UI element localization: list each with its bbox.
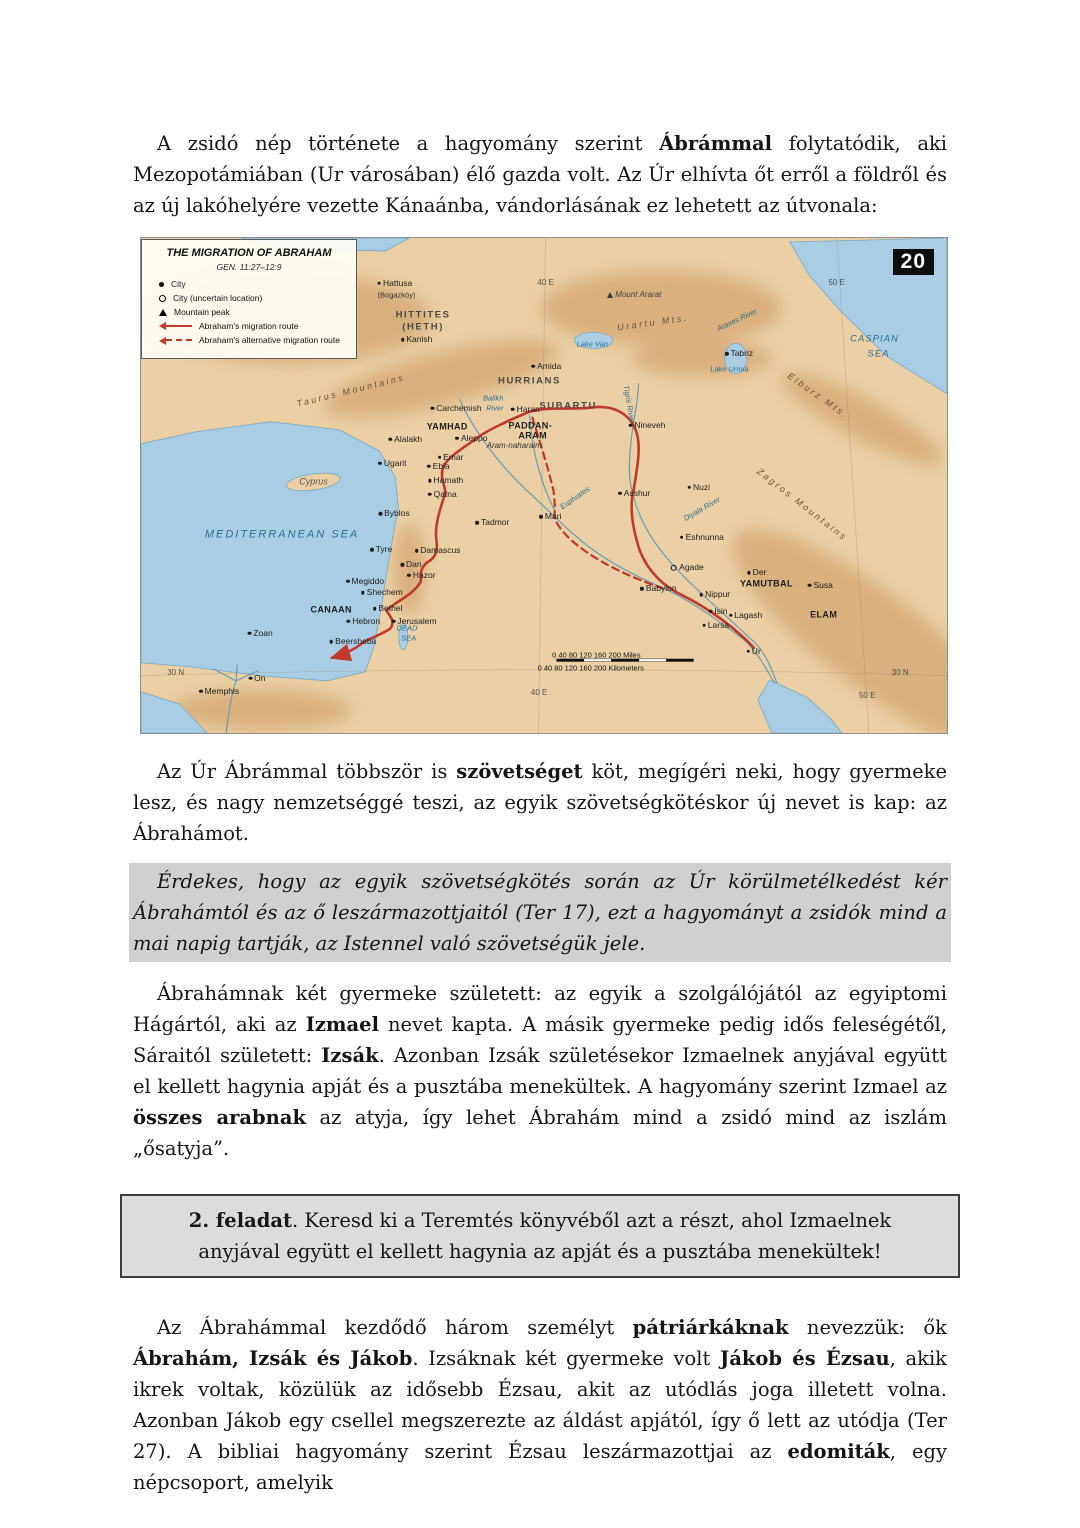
city-dot-icon: [428, 493, 432, 497]
map-label-text: 0 40 80 120 160 200 Miles: [552, 650, 641, 660]
map-label: [511, 405, 540, 414]
city-dot-icon: [415, 549, 419, 553]
map-label: [346, 576, 384, 585]
map-label-text: CANAAN: [310, 604, 352, 615]
map-label: [373, 604, 403, 613]
paragraph-children: [133, 978, 947, 1164]
city-dot-icon: [401, 338, 405, 342]
legend-items: [151, 279, 347, 345]
map-label-text: Larsa: [707, 619, 730, 630]
text-segment: folytatódik, aki Mezopotámiában (Ur városában) élő gazda volt. Az Úr elhívta őt erről a földről és az új lakóhelyére vezette Kánaánba, vándorlásának ez lehetett az útvonala:: [133, 132, 948, 217]
map-label: [746, 647, 760, 656]
map-label: [850, 335, 899, 345]
map-label: [867, 350, 889, 360]
map-label: [402, 322, 444, 332]
map-label-text: Isin: [714, 605, 728, 616]
city-dot-icon: [431, 407, 435, 411]
map-label: [498, 376, 561, 386]
text-segment: Izsák: [321, 1044, 379, 1067]
map-label: [299, 478, 328, 487]
city-dot-icon: [330, 640, 334, 644]
city-dot-icon: [702, 623, 706, 627]
map-label: [810, 610, 837, 619]
map-label-text: (Bogazköy): [377, 290, 416, 300]
text-segment: , akik ikrek voltak, közülük az idősebb Ézsau, akit az utódlás joga illetett volna. Azonban Jákob egy csellel megszerezte az áldást apjától, így ő lett az utódja (Ter 27). A bibliai hagyomány szerint Ézsau leszármazottjai az: [133, 1347, 948, 1463]
text-segment: nevet kapta. A másik gyermeke pedig idős feleségétől, Sáraitól született:: [133, 1013, 947, 1067]
legend-circle-icon: [159, 295, 166, 302]
city-dot-icon: [725, 352, 729, 356]
map-label-text: Mount Ararat: [615, 289, 662, 299]
legend-arrow-dashed-icon: [166, 339, 192, 341]
map-label: [618, 489, 650, 498]
city-dot-icon: [511, 408, 515, 412]
map-label-text: Hebron: [352, 615, 381, 626]
map-label-text: Urartu Mts.: [616, 312, 690, 333]
map-label: [487, 442, 542, 450]
map-label-text: 30 N: [891, 667, 909, 677]
legend-title: THE MIGRATION OF ABRAHAM: [166, 247, 332, 259]
map-label: [859, 692, 875, 700]
map-label-text: SEA: [867, 348, 890, 360]
city-dot-icon: [389, 438, 393, 442]
map-label-text: Emar: [443, 451, 464, 462]
legend-item-label: City: [171, 279, 186, 289]
map-label: [396, 310, 451, 320]
city-dot-icon: [377, 281, 381, 285]
city-dot-icon: [392, 619, 396, 623]
map-label-text: Lake Urmia: [710, 364, 749, 374]
map-label-text: Susa: [813, 579, 833, 590]
city-dot-icon: [455, 437, 459, 441]
paragraph-covenant: [133, 756, 947, 849]
map-label-text: Aleppo: [460, 432, 488, 443]
map-label: [518, 432, 547, 441]
map-label-text: Dan: [405, 558, 422, 569]
map-label: [629, 420, 666, 429]
city-dot-icon: [618, 492, 622, 496]
map-label: [729, 610, 762, 619]
city-dot-icon: [346, 579, 350, 583]
text-segment: nevezzük: ők: [788, 1316, 947, 1339]
map-label-text: Ebla: [432, 460, 450, 471]
map-label-text: CASPIAN: [850, 333, 899, 345]
city-dot-icon: [539, 515, 543, 519]
map-label-text: 0 40 80 120 160 200 Kilometers: [537, 662, 644, 672]
city-dot-icon: [428, 479, 432, 483]
city-dot-icon: [378, 461, 382, 465]
map-label: [710, 365, 748, 373]
text-segment: Érdekes, hogy az egyik szövetségkötés során az Úr körülmetélkedést kér Ábrahámtól és az ő leszármazottjaitól (Ter 17), ezt a hagyományt a zsidók mind a mai napig tartják, az Istennel való szövetségük jele.: [133, 870, 947, 955]
map-label: [538, 664, 644, 672]
legend-item-label: Mountain peak: [174, 307, 230, 317]
text-segment: összes arabnak: [133, 1106, 307, 1129]
map-label-text: Aram-naharaim: [486, 440, 542, 450]
city-dot-icon: [400, 563, 404, 567]
map-label-text: HURRIANS: [498, 374, 561, 386]
map-label-text: ELAM: [810, 609, 838, 620]
map-label-text: HITTITES: [395, 309, 451, 321]
map-label-text: 30 N: [167, 667, 185, 677]
map-label-text: Amida: [537, 360, 562, 371]
map-label: [427, 423, 468, 432]
map-label: [558, 485, 590, 511]
text-segment: 2. feladat: [188, 1209, 293, 1232]
city-dot-icon: [700, 593, 704, 597]
city-dot-icon: [427, 464, 431, 468]
task-box: [120, 1194, 960, 1278]
map-label-text: 50 E: [858, 690, 876, 700]
map-label: [725, 349, 753, 358]
map-label: [680, 533, 724, 542]
map-label: [205, 530, 359, 541]
legend-triangle-icon: [159, 309, 167, 316]
map-label: [400, 560, 421, 569]
map-label: [486, 405, 504, 413]
map-label: [808, 580, 833, 589]
map-label: [330, 637, 377, 646]
map-label: [552, 652, 640, 660]
map-label-text: Zoan: [253, 627, 273, 638]
map-label: [702, 620, 729, 629]
text-segment: Ábrahámnak két gyermeke született: az egyik a szolgálójától az egyiptomi Hágártól, aki az: [133, 982, 947, 1036]
text-segment: edomiták: [787, 1440, 890, 1463]
map-label-text: SUBARTU: [539, 400, 597, 412]
city-dot-icon: [640, 587, 644, 591]
map-label-text: Memphis: [204, 685, 240, 696]
city-dot-icon: [532, 364, 536, 368]
map-label-text: Ur: [751, 645, 761, 656]
map-label: [415, 546, 461, 555]
map-label-text: Tyre: [375, 544, 393, 555]
text-segment: Ábrahám, Izsák és Jákob: [133, 1347, 413, 1370]
map-label-text: SEA: [401, 633, 417, 643]
city-dot-icon: [746, 650, 750, 654]
migration-map-figure: [140, 237, 948, 734]
city-dot-icon: [475, 521, 479, 525]
map-label: [537, 279, 553, 287]
map-label-text: Mari: [544, 510, 562, 521]
map-label-text: Diyala River: [682, 495, 722, 524]
map-label: [401, 335, 433, 344]
map-label: [607, 291, 661, 299]
text-segment: . Keresd ki a Teremtés könyvéből azt a részt, ahol Izmaelnek anyjával együtt el kellett hagynia az apját és a pusztába menekültek!: [198, 1209, 892, 1263]
map-label: [640, 584, 676, 593]
map-label-text: Nuzi: [692, 481, 711, 492]
map-label: [428, 476, 463, 485]
map-label: [755, 467, 849, 543]
map-label: [311, 605, 352, 614]
city-circle-icon: [671, 565, 677, 571]
city-dot-icon: [248, 631, 252, 635]
map-label: [622, 385, 636, 424]
city-dot-icon: [747, 571, 751, 575]
map-label: [455, 434, 487, 443]
map-label: [347, 616, 380, 625]
text-segment: Az Ábrahámmal kezdődő három személyt: [157, 1316, 633, 1339]
legend-item: [151, 335, 347, 345]
map-label: [786, 372, 851, 421]
map-label-text: Damascus: [420, 545, 461, 556]
text-segment: Jákob és Ézsau: [720, 1347, 890, 1370]
map-label-text: Bethel: [378, 603, 403, 613]
map-label-text: Nippur: [705, 589, 731, 600]
map-label: [700, 590, 731, 599]
map-label-text: Elburz Mts.: [785, 371, 851, 421]
text-segment: . Azonban Izsák születésekor Izmaelnek anyjával együtt el kellett hagynia apját és a pusztába menekültek. A hagyomány szerint Izmael az: [133, 1044, 947, 1098]
city-dot-icon: [379, 512, 383, 516]
map-legend: [141, 239, 357, 359]
map-page-number: 20: [893, 249, 934, 275]
map-label-text: Euphrates: [557, 484, 592, 512]
map-label: [401, 634, 416, 642]
map-label-text: Haran: [516, 403, 540, 414]
map-label-text: PADDAN-: [508, 420, 553, 431]
city-dot-icon: [680, 536, 684, 540]
map-label: [249, 673, 266, 682]
map-label-text: Carchemish: [436, 402, 482, 413]
legend-item: [151, 293, 347, 303]
map-label: [475, 518, 509, 527]
map-label: [370, 545, 392, 554]
map-label-text: Tigris River: [621, 384, 637, 424]
map-label: [539, 401, 597, 411]
map-label-text: Asshur: [623, 487, 651, 498]
legend-dot-icon: [159, 282, 164, 287]
paragraph-intro: [133, 128, 947, 221]
text-segment: , egy népcsoport, amelyik: [133, 1440, 948, 1494]
map-label-text: Hattusa: [382, 277, 413, 288]
city-dot-icon: [687, 486, 691, 490]
map-label-text: Ugarit: [383, 457, 407, 468]
map-label-text: YAMUTBAL: [740, 578, 793, 588]
city-dot-icon: [729, 613, 733, 617]
map-label-text: Der: [752, 566, 767, 577]
map-label: [532, 361, 562, 370]
map-label: [167, 669, 184, 677]
map-label-text: MEDITERRANEAN SEA: [204, 528, 360, 541]
map-label: [483, 394, 503, 402]
map-label: [377, 278, 412, 287]
map-label-text: Beersheba: [335, 636, 377, 647]
map-label-text: Hamath: [433, 474, 464, 485]
map-label: [296, 374, 406, 410]
map-label: [687, 483, 710, 492]
city-dot-icon: [347, 619, 351, 623]
map-label-text: 50 E: [828, 278, 845, 288]
map-label: [427, 461, 450, 470]
map-label: [428, 490, 457, 499]
paragraph-patriarchs: [133, 1312, 947, 1498]
map-label-text: Babylon: [645, 583, 677, 594]
city-dot-icon: [709, 609, 713, 613]
map-label-text: Balikh: [483, 393, 504, 403]
map-label: [361, 588, 402, 597]
map-label-text: Shechem: [366, 587, 403, 598]
legend-subtitle: GEN. 11:27–12:9: [216, 262, 282, 272]
map-label: [740, 579, 793, 588]
map-label-text: (HETH): [402, 321, 444, 333]
map-label-text: On: [254, 672, 266, 683]
map-label-text: Nineveh: [634, 419, 666, 430]
map-label: [577, 341, 608, 349]
city-dot-icon: [199, 690, 203, 694]
text-segment: Izmael: [305, 1013, 379, 1036]
map-label-text: Byblos: [384, 507, 410, 518]
text-segment: pátriárkáknak: [632, 1316, 789, 1339]
map-label: [431, 404, 482, 413]
map-label: [539, 512, 561, 521]
map-label: [248, 628, 273, 637]
map-label: [716, 307, 758, 332]
map-label-text: Kanish: [406, 334, 433, 345]
text-segment: . Izsáknak két gyermeke volt: [412, 1347, 721, 1370]
text-segment: az atyja, így lehet Ábrahám mind a zsidó mind az iszlám „ősatyja”.: [133, 1106, 947, 1160]
map-label-text: Hazor: [412, 569, 436, 580]
city-dot-icon: [407, 573, 411, 577]
map-label: [199, 687, 239, 696]
map-label-text: ARAM: [518, 430, 548, 441]
city-dot-icon: [370, 548, 374, 552]
map-label: [378, 292, 416, 300]
map-label-text: 40 E: [530, 688, 548, 698]
map-label-text: Agade: [679, 561, 704, 572]
legend-item: [151, 307, 347, 317]
map-label-text: Taurus Mountains: [295, 372, 406, 410]
city-dot-icon: [438, 456, 442, 460]
map-label: [389, 435, 422, 444]
map-label-text: YAMHAD: [426, 421, 468, 432]
map-label-text: DEAD: [396, 623, 418, 633]
text-segment: Az Úr Ábrámmal többször is: [157, 760, 457, 783]
map-label-text: Qatna: [433, 488, 457, 499]
legend-item-label: Abraham's alternative migration route: [199, 335, 340, 345]
highlight-note: [129, 863, 951, 962]
map-label-text: Araxes River: [715, 306, 759, 333]
map-label: [709, 606, 728, 615]
map-label-text: Lake Van: [576, 339, 609, 349]
map-label: [407, 570, 435, 579]
city-dot-icon: [361, 591, 365, 595]
mountain-peak-icon: [607, 292, 613, 298]
map-label: [508, 421, 552, 430]
legend-item-label: City (uncertain location): [173, 293, 263, 303]
map-label: [379, 509, 410, 518]
legend-item: [151, 279, 347, 289]
map-label-text: Tadmor: [480, 516, 510, 527]
map-label: [892, 669, 909, 677]
map-label: [747, 568, 766, 577]
map-label: [671, 563, 704, 572]
text-segment: A zsidó nép története a hagyomány szerint: [157, 132, 660, 155]
city-dot-icon: [629, 423, 633, 427]
map-label-text: 40 E: [537, 278, 554, 288]
map-label-text: Tabriz: [730, 348, 754, 359]
map-label: [378, 458, 406, 467]
map-label-text: Zagros Mountains: [754, 466, 850, 544]
map-label-text: Cyprus: [299, 476, 328, 487]
map-label-text: Lagash: [734, 609, 763, 620]
legend-item-label: Abraham's migration route: [199, 321, 299, 331]
legend-item: [151, 321, 347, 331]
map-label: [828, 279, 844, 287]
map-label: [683, 496, 722, 523]
text-segment: Ábrámmal: [659, 132, 773, 155]
map-label-text: Eshnunna: [685, 531, 724, 542]
map-label: [617, 314, 690, 333]
map-label-text: Megiddo: [351, 575, 385, 586]
map-label: [531, 689, 547, 697]
city-dot-icon: [808, 583, 812, 587]
city-dot-icon: [373, 607, 377, 611]
legend-arrow-solid-icon: [166, 325, 192, 327]
map-label-text: Jerusalem: [397, 615, 437, 626]
map-label-text: River: [486, 403, 504, 413]
text-segment: szövetséget: [456, 760, 583, 783]
map-label-text: Alalakh: [394, 433, 423, 444]
map-label: [397, 624, 418, 632]
city-dot-icon: [249, 676, 253, 680]
text-segment: köt, megígéri neki, hogy gyermeke lesz, és nagy nemzetséggé teszi, az egyik szövetségkötéskor új nevet is kap: az Ábrahámot.: [133, 760, 947, 845]
